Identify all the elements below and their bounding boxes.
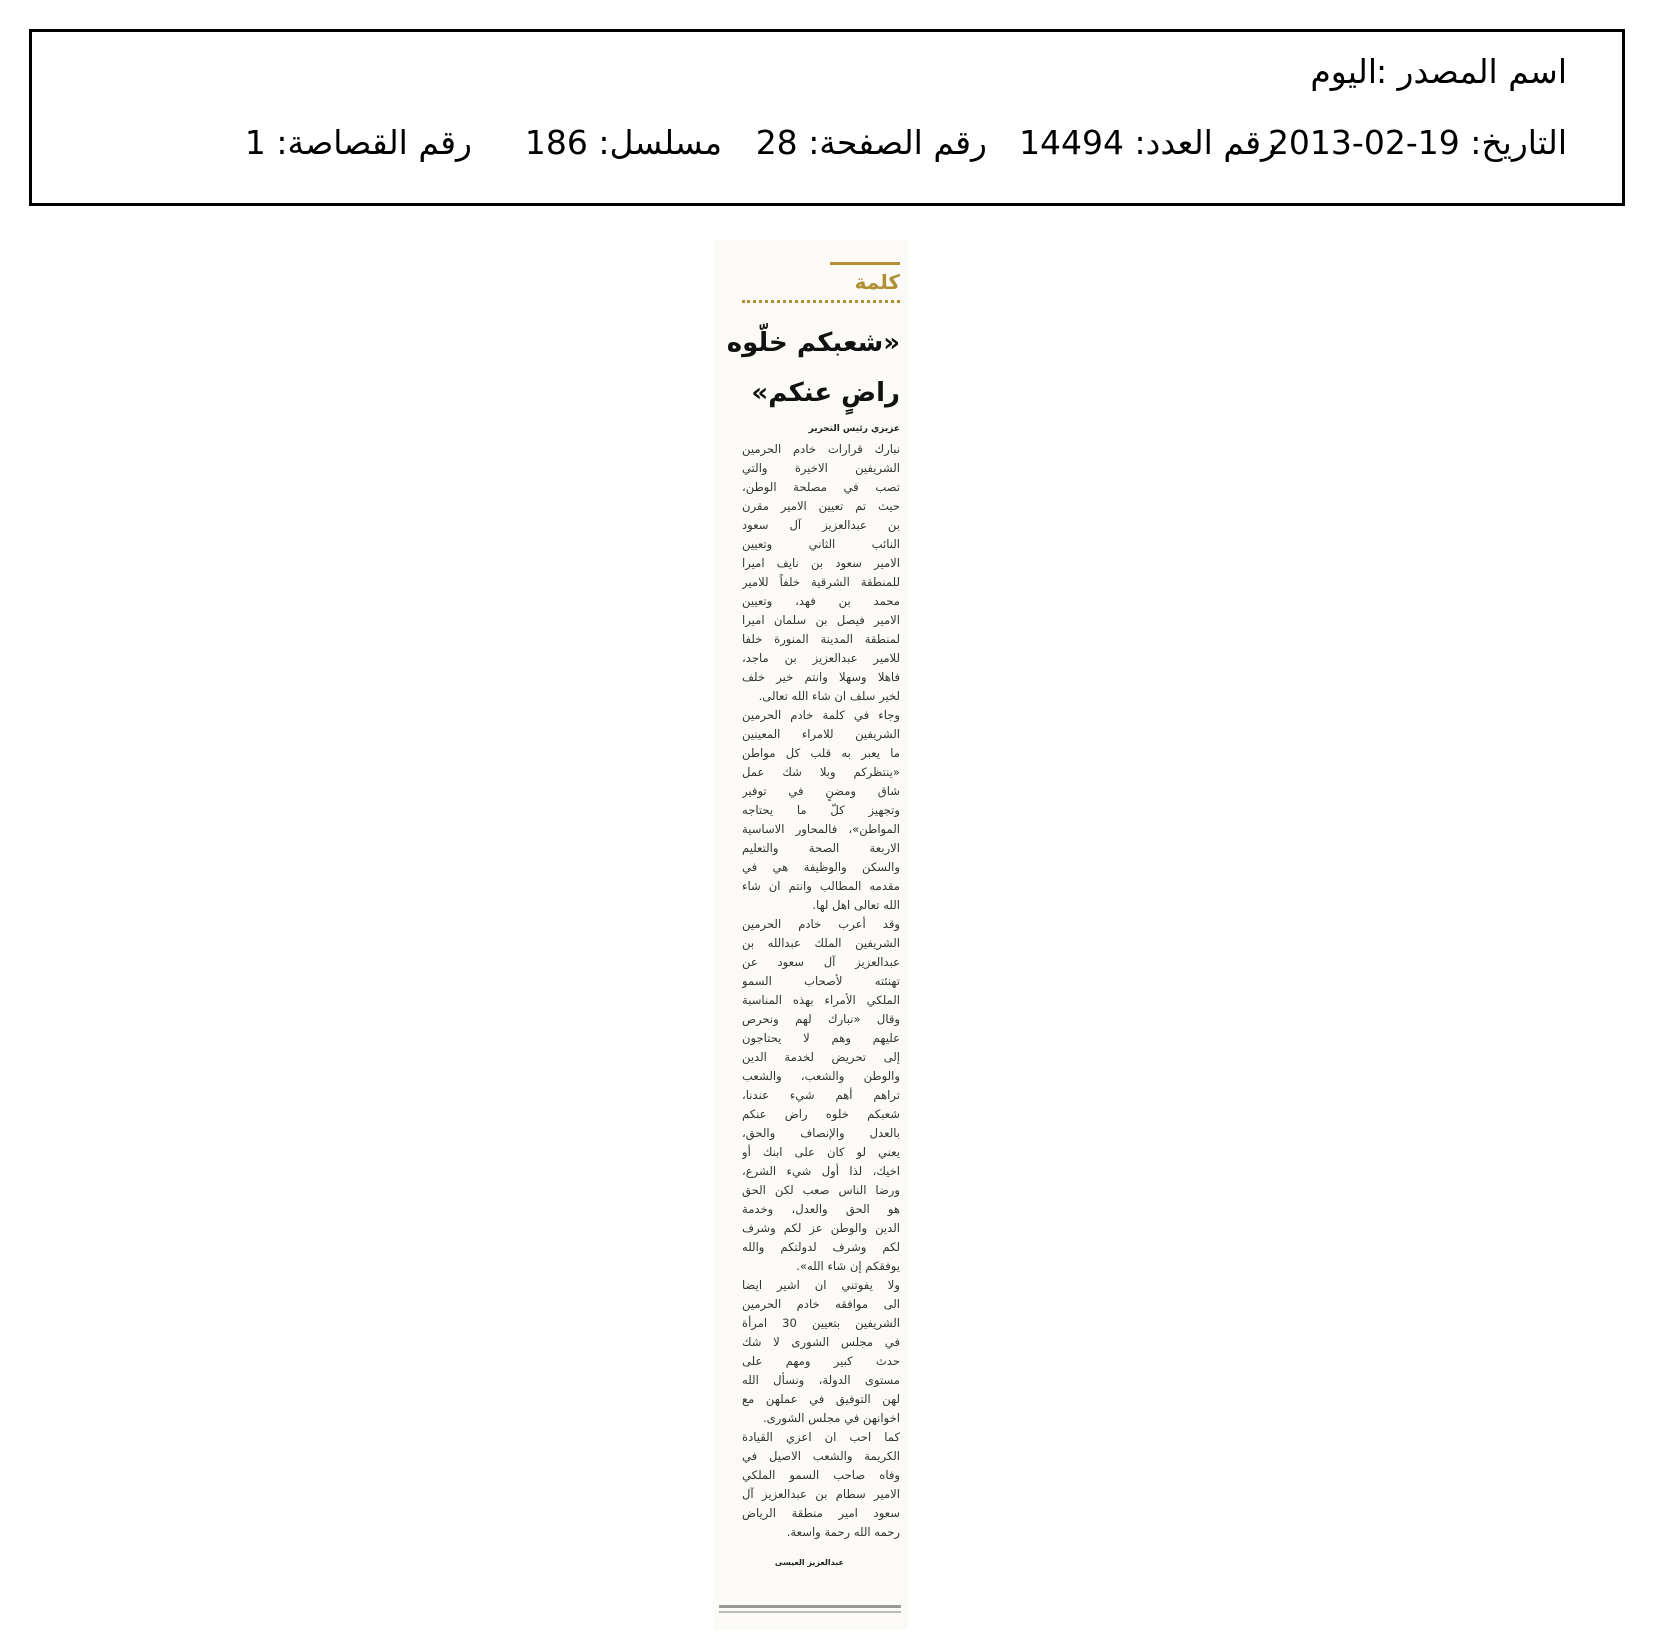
issue-value: 14494 (1019, 123, 1125, 162)
article-line: لخير سلف ان شاء الله تعالى. (758, 689, 900, 703)
article-line: الامير سطام بن عبدالعزيز آل (742, 1487, 900, 1501)
article-line: مقدمه المطالب وانتم ان شاء (742, 879, 900, 893)
footer-rule (719, 1605, 901, 1608)
source-label: اسم المصدر : (1375, 52, 1567, 91)
article-line: يعني لو كان على ابنك أو (742, 1145, 900, 1159)
article-line: نبارك قرارات خادم الحرمين (742, 442, 900, 456)
article-line: كما احب ان اعزي القيادة (742, 1430, 900, 1444)
article-line: وفاه صاحب السمو الملكي (742, 1468, 900, 1482)
article-line: الامير سعود بن نايف اميرا (742, 556, 900, 570)
article-line: تهنئته لأصحاب السمو (742, 974, 900, 988)
article-line: والوطن والشعب، والشعب (742, 1069, 900, 1083)
article-line: فاهلا وسهلا وانتم خير خلف (742, 670, 900, 684)
article-line: هو الحق والعدل، وخدمة (742, 1202, 900, 1216)
article-line: الدين والوطن عز لكم وشرف (742, 1221, 900, 1235)
clip-field (245, 123, 472, 162)
date-label: التاريخ: (1470, 123, 1567, 162)
article-line: الشريفين الاخيرة والتي (742, 461, 900, 475)
article-line: لهن التوفيق في عملهن مع (742, 1392, 900, 1406)
article-line: لمنطقة المدينة المنورة خلفا (742, 632, 900, 646)
article-line: الشريفين للامراء المعينين (742, 727, 900, 741)
article-line: وقال «نبارك لهم ونحرص (742, 1012, 900, 1026)
article-line: ولا يفوتني ان اشير ايضا (742, 1278, 900, 1292)
article-salutation: عزيزي رئيس التحرير (808, 424, 900, 434)
article-line: «ينتظركم وبلا شك عمل (742, 765, 900, 779)
article-line: والسكن والوظيفة هي في (742, 860, 900, 874)
article-line: سعود امير منطقة الرياض (742, 1506, 900, 1520)
article-line: للامير عبدالعزيز بن ماجد، (742, 651, 900, 665)
article-line: شعبكم خلوه راض عنكم (742, 1107, 900, 1121)
date-field (1267, 123, 1567, 162)
metadata-header-box (29, 29, 1625, 206)
article-line: وجاء في كلمة خادم الحرمين (742, 708, 900, 722)
article-line: ما يعبر به قلب كل مواطن (742, 746, 900, 760)
article-line: محمد بن فهد، وتعيين (742, 594, 900, 608)
newspaper-clipping (713, 240, 908, 1630)
column-top-rule (830, 262, 900, 265)
article-signature: عبدالعزيز العيسى (774, 1558, 844, 1567)
article-line: الشريفين الملك عبدالله بن (742, 936, 900, 950)
article-line: الشريفين بتعيين 30 امرأة (742, 1316, 900, 1330)
article-line: الى موافقه خادم الحرمين (742, 1297, 900, 1311)
headline-line-1: «شعبكم خلّوه (726, 328, 900, 358)
article-line: عليهم وهم لا يحتاجون (742, 1031, 900, 1045)
issue-field (987, 123, 1277, 162)
serial-label: مسلسل: (598, 123, 722, 162)
article-line: الاربعة الصحة والتعليم (742, 841, 900, 855)
article-line: ورضا الناس صعب لكن الحق (742, 1183, 900, 1197)
article-line: رحمه الله رحمة واسعة. (786, 1525, 900, 1539)
article-line: عبدالعزيز آل سعود عن (742, 955, 900, 969)
footer-rule-secondary (719, 1611, 901, 1613)
article-line: تصب في مصلحة الوطن، (742, 480, 900, 494)
article-line: مستوى الدولة، ونسأل الله (742, 1373, 900, 1387)
article-line: الامير فيصل بن سلمان اميرا (742, 613, 900, 627)
source-row (87, 52, 1567, 91)
serial-value: 186 (524, 123, 588, 162)
issue-label: رقم العدد: (1134, 123, 1277, 162)
article-line: النائب الثاني وتعيين (742, 537, 900, 551)
clip-value: 1 (244, 123, 266, 162)
page-field (722, 123, 987, 162)
article-line: الملكي الأمراء بهذه المناسبة (742, 993, 900, 1007)
article-line: المواطن»، فالمحاور الاساسية (742, 822, 900, 836)
article-line: اخيك، لذا أول شيء الشرع، (742, 1164, 900, 1178)
article-body (742, 440, 900, 1542)
article-line: يوفقكم إن شاء الله». (796, 1259, 900, 1273)
article-line: حيث تم تعيين الامير مقرن (742, 499, 900, 513)
page-value: 28 (755, 123, 798, 162)
article-line: وتجهيز كلّ ما يحتاجه (742, 803, 900, 817)
article-line: لكم وشرف لدولتكم والله (742, 1240, 900, 1254)
column-name: كلمة (854, 270, 900, 294)
article-headline (726, 318, 900, 418)
article-line: حدث كبير ومهم على (742, 1354, 900, 1368)
clip-label: رقم القصاصة: (276, 123, 472, 162)
article-line: الله تعالى اهل لها. (812, 898, 900, 912)
article-line: تراهم أهم شيء عندنا، (742, 1088, 900, 1102)
date-value: 2013-02-19 (1267, 123, 1460, 162)
article-line: اخوانهن في مجلس الشورى. (762, 1411, 900, 1425)
article-line: للمنطقة الشرقية خلفاً للامير (742, 575, 900, 589)
article-line: بالعدل والإنصاف والحق، (742, 1126, 900, 1140)
article-line: وقد أعرب خادم الحرمين (742, 917, 900, 931)
serial-field (472, 123, 722, 162)
article-line: بن عبدالعزيز آل سعود (742, 518, 900, 532)
article-line: إلى تحريض لخدمة الدين (742, 1050, 900, 1064)
details-row (87, 123, 1567, 162)
headline-line-2: راضٍ عنكم» (751, 378, 900, 408)
source-value: اليوم (1310, 52, 1377, 91)
article-line: الكريمة والشعب الاصيل في (742, 1449, 900, 1463)
page-label: رقم الصفحة: (808, 123, 987, 162)
column-dotted-rule (742, 300, 900, 303)
article-line: شاق ومضنٍ في توفير (742, 784, 900, 798)
article-line: في مجلس الشورى لا شك (742, 1335, 900, 1349)
